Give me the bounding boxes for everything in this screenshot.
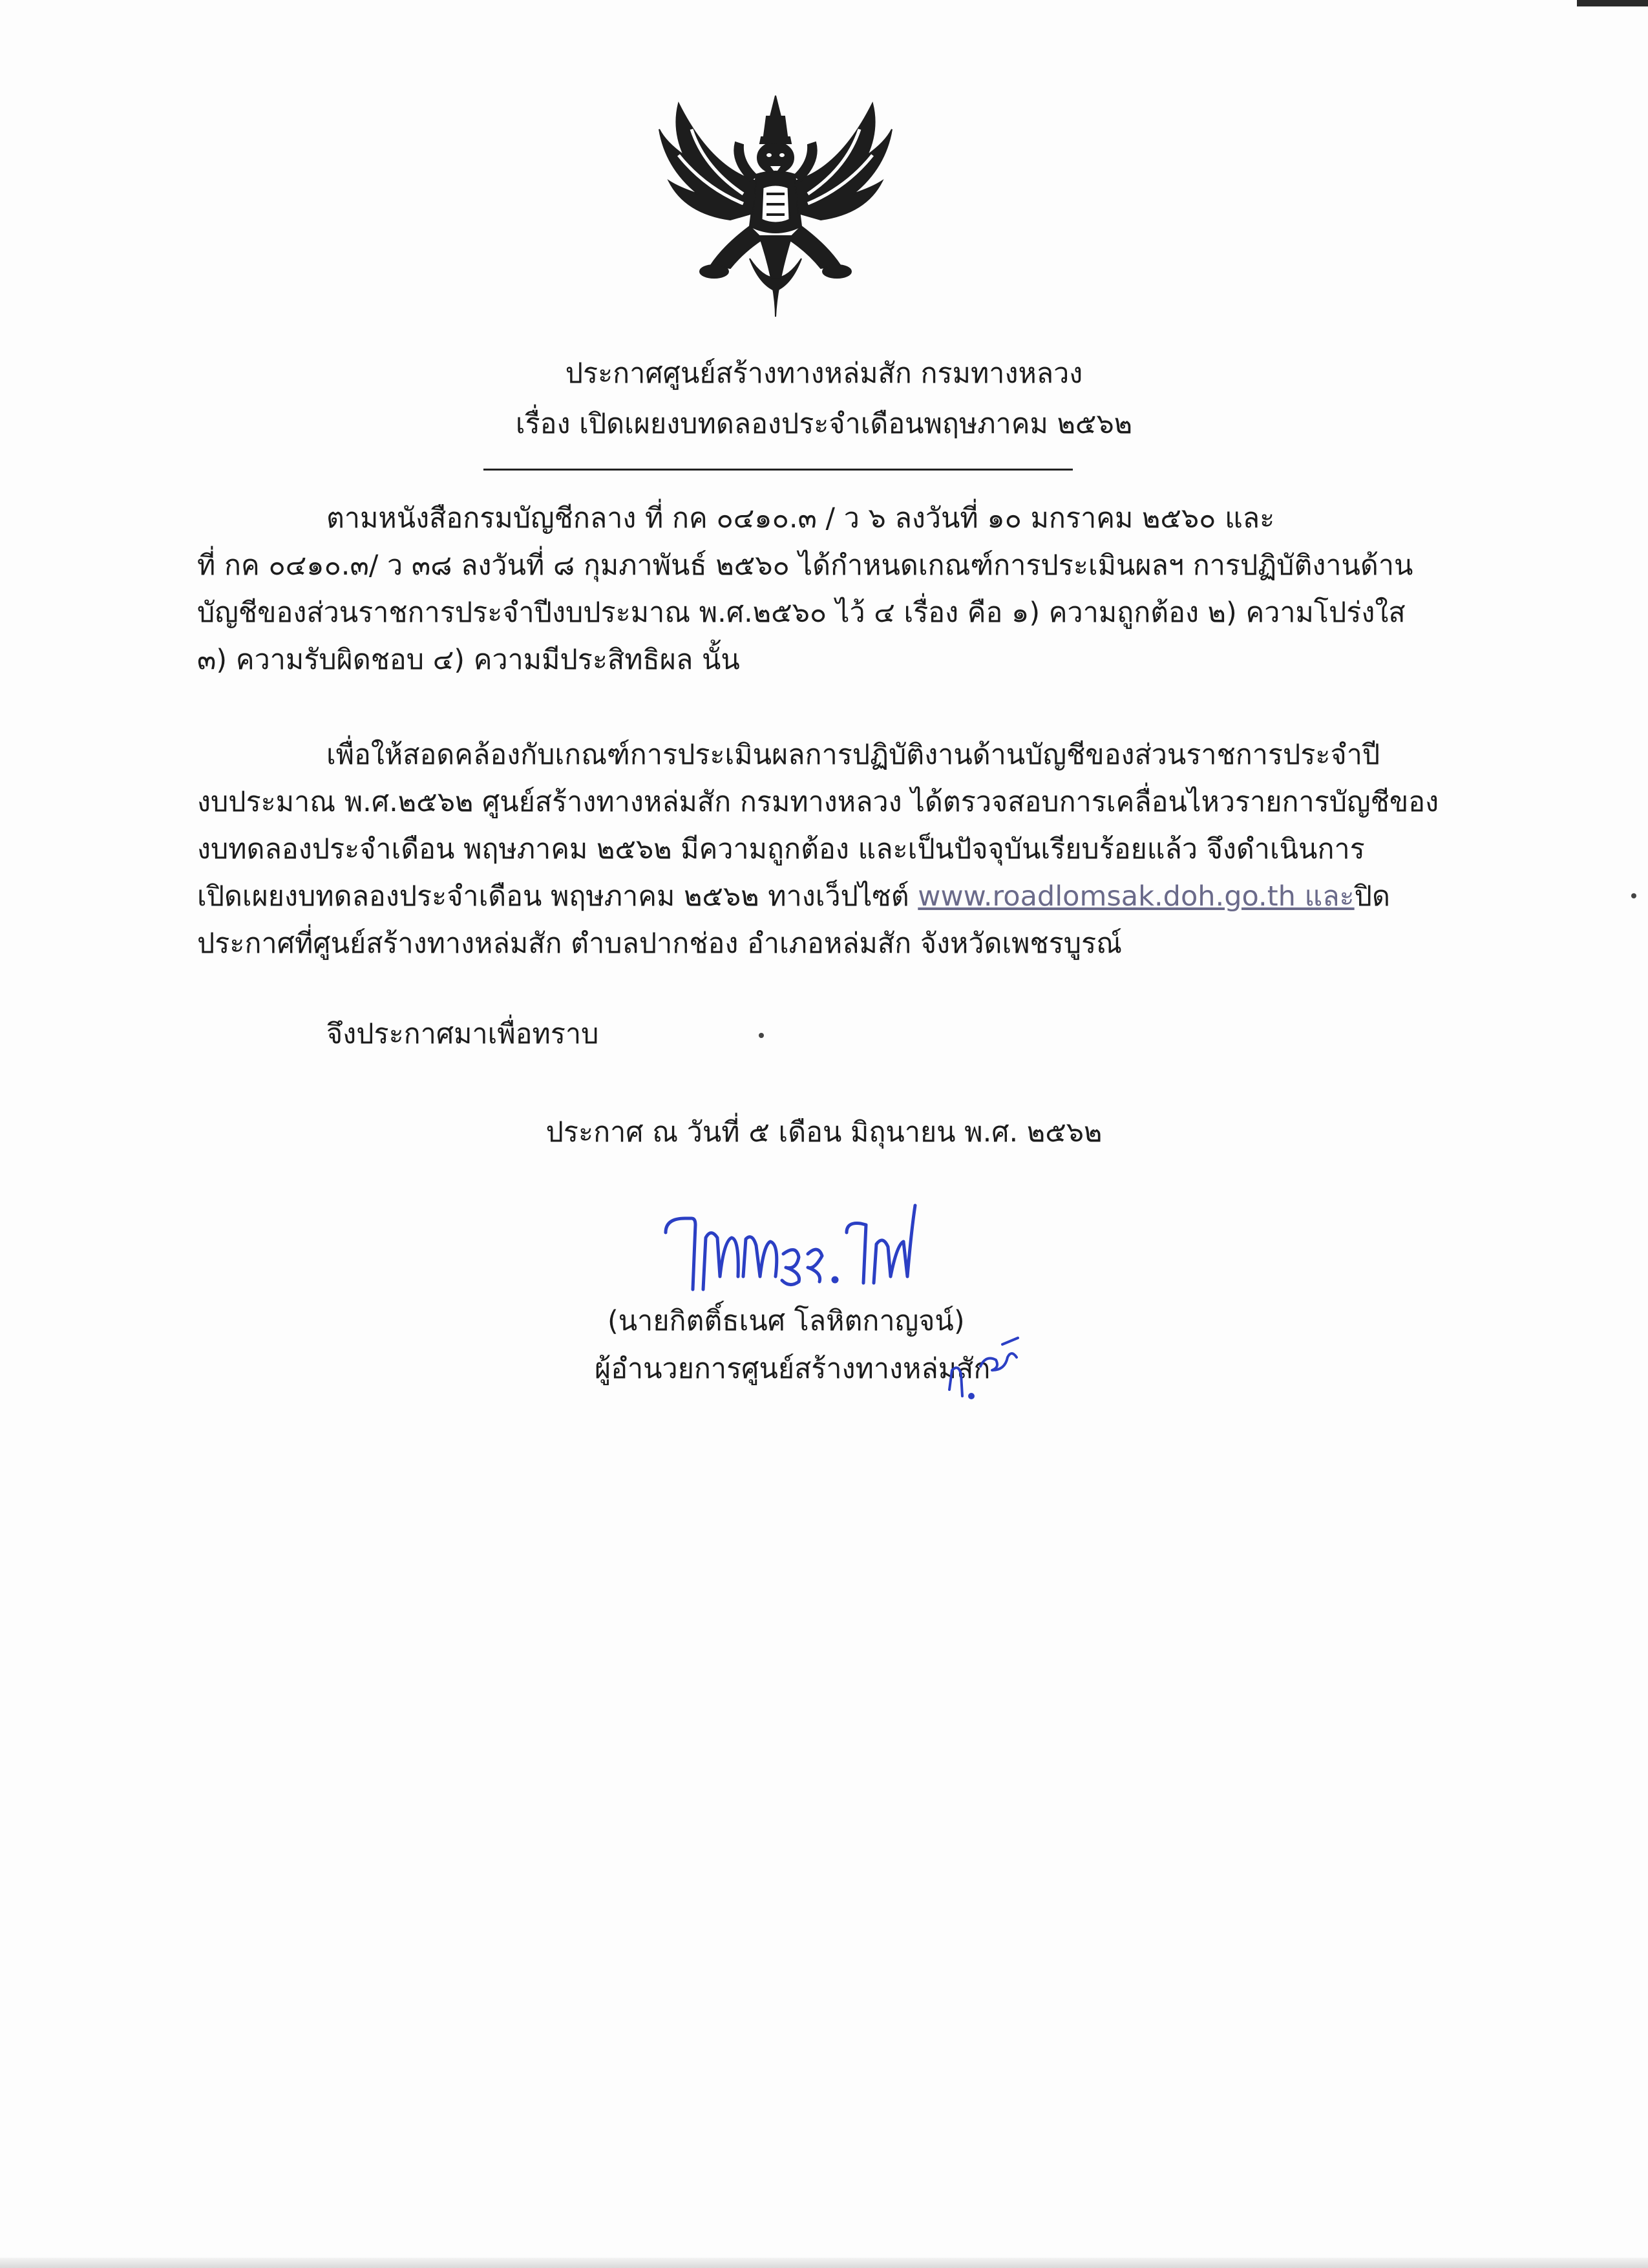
closing-text: จึงประกาศมาเพื่อทราบ [326, 1018, 599, 1050]
signer-name: (นายกิตติ์ธเนศ โลหิตกาญจน์) [607, 1305, 965, 1337]
paragraph-reference [197, 495, 1413, 684]
paragraph-line: บัญชีของส่วนราชการประจำปีงบประมาณ พ.ศ.๒๕๖๐ ไว้ ๔ เรื่อง คือ ๑) ความถูกต้อง ๒) ความโปร่งใส [197, 597, 1406, 629]
announcement-date: ประกาศ ณ วันที่ ๕ เดือน มิถุนายน พ.ศ. ๒๕๖๒ [545, 1116, 1103, 1149]
handwritten-signature [653, 1192, 937, 1302]
handwritten-initials [940, 1331, 1037, 1409]
line-suffix: ปิด [1354, 880, 1390, 913]
paragraph-line: ตามหนังสือกรมบัญชีกลาง ที่ กค ๐๔๑๐.๓ / ว ๖ ลงวันที่ ๑๐ มกราคม ๒๕๖๐ และ [326, 502, 1275, 535]
signer-title: ผู้อำนวยการศูนย์สร้างทางหล่มสัก [595, 1353, 991, 1385]
website-link[interactable]: www.roadlomsak.doh.go.th และ [918, 880, 1355, 913]
scan-speck [759, 1033, 764, 1038]
paragraph-line: เพื่อให้สอดคล้องกับเกณฑ์การประเมินผลการปฏิบัติงานด้านบัญชีของส่วนราชการประจำปี [326, 739, 1380, 771]
scan-bottom-edge [0, 2258, 1648, 2268]
paragraph-line: งบประมาณ พ.ศ.๒๕๖๒ ศูนย์สร้างทางหล่มสัก กรมทางหลวง ได้ตรวจสอบการเคลื่อนไหวรายการบัญชีของ [197, 786, 1439, 818]
line-prefix: เปิดเผยงบทดลองประจำเดือน พฤษภาคม ๒๕๖๒ ทางเว็ปไซต์ [197, 880, 918, 913]
header-divider [483, 469, 1073, 471]
scan-speck [1631, 893, 1636, 898]
paragraph-line: ที่ กค ๐๔๑๐.๓/ ว ๓๘ ลงวันที่ ๘ กุมภาพันธ์ ๒๕๖๐ ได้กำหนดเกณฑ์การประเมินผลฯ การปฏิบัติงานด้าน [197, 549, 1413, 582]
announcement-subject: เรื่อง เปิดเผยงบทดลองประจำเดือนพฤษภาคม ๒๕๖๒ [515, 408, 1133, 440]
paragraph-line: ๓) ความรับผิดชอบ ๔) ความมีประสิทธิผล นั้น [197, 644, 740, 676]
paragraph-line [197, 873, 1390, 920]
scan-corner-mark [1577, 0, 1648, 6]
garuda-emblem-icon [653, 90, 898, 323]
paragraph-disclosure [197, 732, 1439, 968]
paragraph-line: งบทดลองประจำเดือน พฤษภาคม ๒๕๖๒ มีความถูกต้อง และเป็นปัจจุบันเรียบร้อยแล้ว จึงดำเนินการ [197, 833, 1365, 865]
announcement-title: ประกาศศูนย์สร้างทางหล่มสัก กรมทางหลวง [565, 357, 1083, 390]
paragraph-line: ประกาศที่ศูนย์สร้างทางหล่มสัก ตำบลปากช่อง อำเภอหล่มสัก จังหวัดเพชรบูรณ์ [197, 927, 1123, 960]
